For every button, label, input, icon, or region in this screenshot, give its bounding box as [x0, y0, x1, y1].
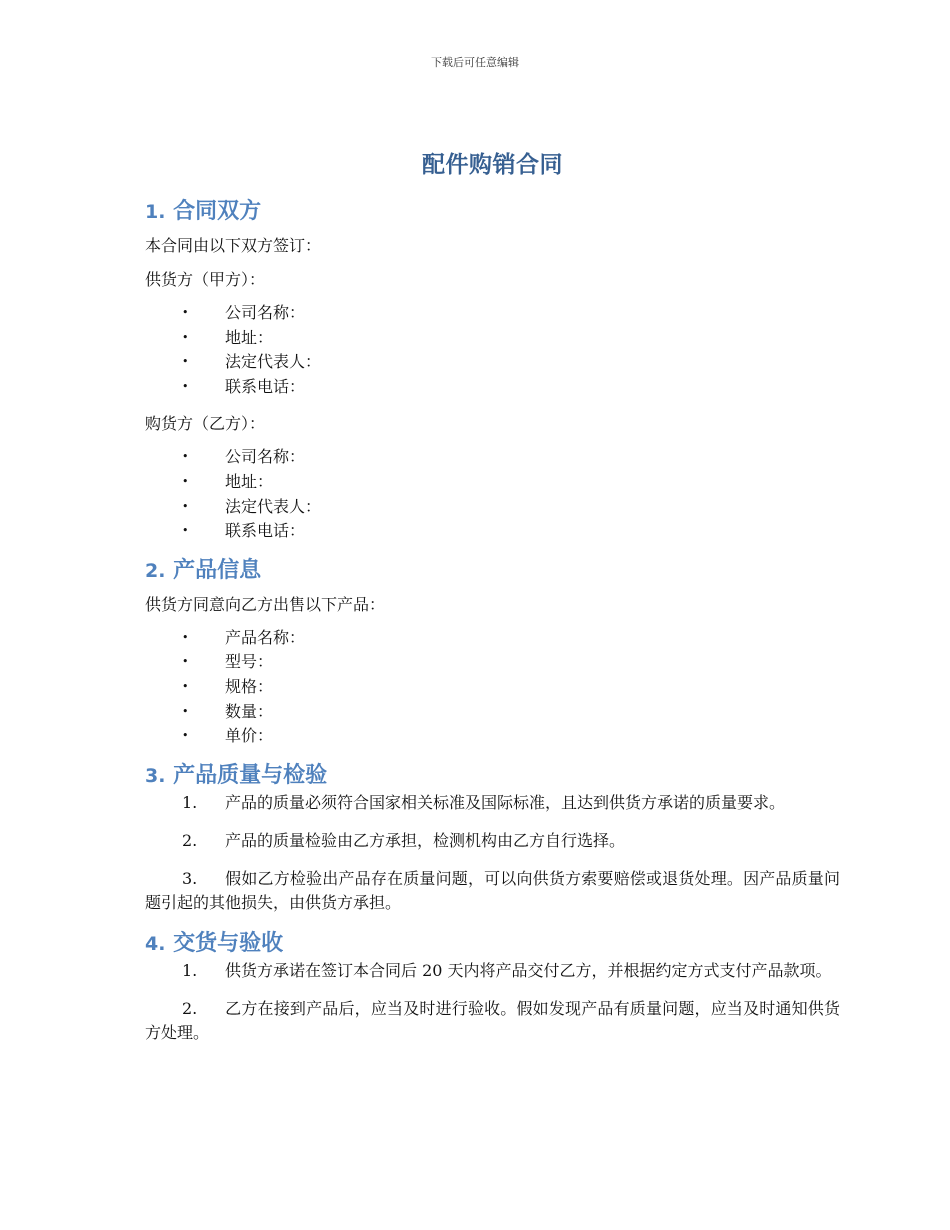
list-item: • 产品名称： [145, 626, 840, 651]
list-item: • 规格： [145, 675, 840, 700]
bullet-icon: • [182, 379, 189, 393]
bullet-icon: • [182, 704, 189, 718]
section-delivery [145, 929, 840, 1045]
party-b-fields [145, 445, 840, 543]
list-item: • 法定代表人： [145, 495, 840, 520]
quality-clauses [145, 791, 840, 915]
bullet-icon: • [182, 679, 189, 693]
document-body [145, 146, 840, 1059]
section-number: 4. [145, 932, 166, 955]
list-item: • 单价： [145, 724, 840, 749]
clause-number: 1. [182, 792, 198, 812]
bullet-icon: • [182, 330, 189, 344]
list-item: • 型号： [145, 650, 840, 675]
list-item: • 法定代表人： [145, 350, 840, 375]
clause-number: 1. [182, 960, 198, 980]
list-item: • 联系电话： [145, 519, 840, 544]
section-number: 2. [145, 559, 166, 582]
list-item: • 地址： [145, 470, 840, 495]
party-a-label: 供货方（甲方）： [145, 270, 266, 289]
section-title: 合同双方 [173, 199, 262, 224]
list-item: • 数量： [145, 700, 840, 725]
document-title: 配件购销合同 [422, 152, 563, 178]
section-heading [145, 761, 840, 791]
clause-text: 产品的质量必须符合国家相关标准及国际标准，且达到供货方承诺的质量要求。 [225, 792, 786, 812]
clause-text: 产品的质量检验由乙方承担，检测机构由乙方自行选择。 [225, 830, 626, 850]
product-fields [145, 626, 840, 749]
bullet-icon: • [182, 524, 189, 538]
bullet-icon: • [182, 450, 189, 464]
clause-number: 3. [182, 868, 198, 888]
clause-number: 2. [182, 998, 198, 1018]
section-heading [145, 556, 840, 586]
clause-item [145, 829, 840, 853]
clause-text: 假如乙方检验出产品存在质量问题，可以向供货方索要赔偿或退货处理。因产品质量问题引起的其他损失，由供货方承担。 [145, 868, 840, 912]
section-title: 产品质量与检验 [173, 762, 328, 788]
clause-text: 乙方在接到产品后，应当及时进行验收。假如发现产品有质量问题，应当及时通知供货方处理。 [145, 998, 840, 1042]
clause-text: 供货方承诺在签订本合同后 20 天内将产品交付乙方，并根据约定方式支付产品款项。 [225, 960, 832, 980]
bullet-icon: • [182, 499, 189, 513]
bullet-icon: • [182, 474, 189, 488]
section-heading [145, 197, 840, 227]
clause-number: 2. [182, 830, 198, 850]
clause-item [145, 959, 840, 983]
section-parties [145, 197, 840, 544]
party-b-label: 购货方（乙方）： [145, 414, 266, 434]
section-intro: 本合同由以下双方签订： [145, 236, 322, 255]
list-item: • 公司名称： [145, 445, 840, 470]
section-product-info [145, 556, 840, 749]
section-number: 1. [145, 201, 166, 223]
section-title: 交货与验收 [173, 930, 284, 956]
section-title: 产品信息 [173, 557, 262, 583]
section-heading [145, 929, 840, 959]
party-a-fields [145, 301, 840, 399]
list-item: • 联系电话： [145, 375, 840, 400]
section-quality [145, 761, 840, 915]
bullet-icon: • [182, 729, 189, 743]
list-item: • 地址： [145, 326, 840, 351]
clause-item [145, 997, 840, 1045]
bullet-icon: • [182, 355, 189, 369]
clause-item [145, 867, 840, 915]
page-header: 下载后可任意编辑 [431, 56, 519, 69]
bullet-icon: • [182, 306, 189, 319]
clause-item [145, 791, 840, 815]
delivery-clauses [145, 959, 840, 1045]
bullet-icon: • [182, 655, 189, 669]
list-item: • 公司名称： [145, 301, 840, 326]
bullet-icon: • [182, 630, 189, 644]
section-intro: 供货方同意向乙方出售以下产品： [145, 594, 386, 614]
section-number: 3. [145, 764, 166, 787]
